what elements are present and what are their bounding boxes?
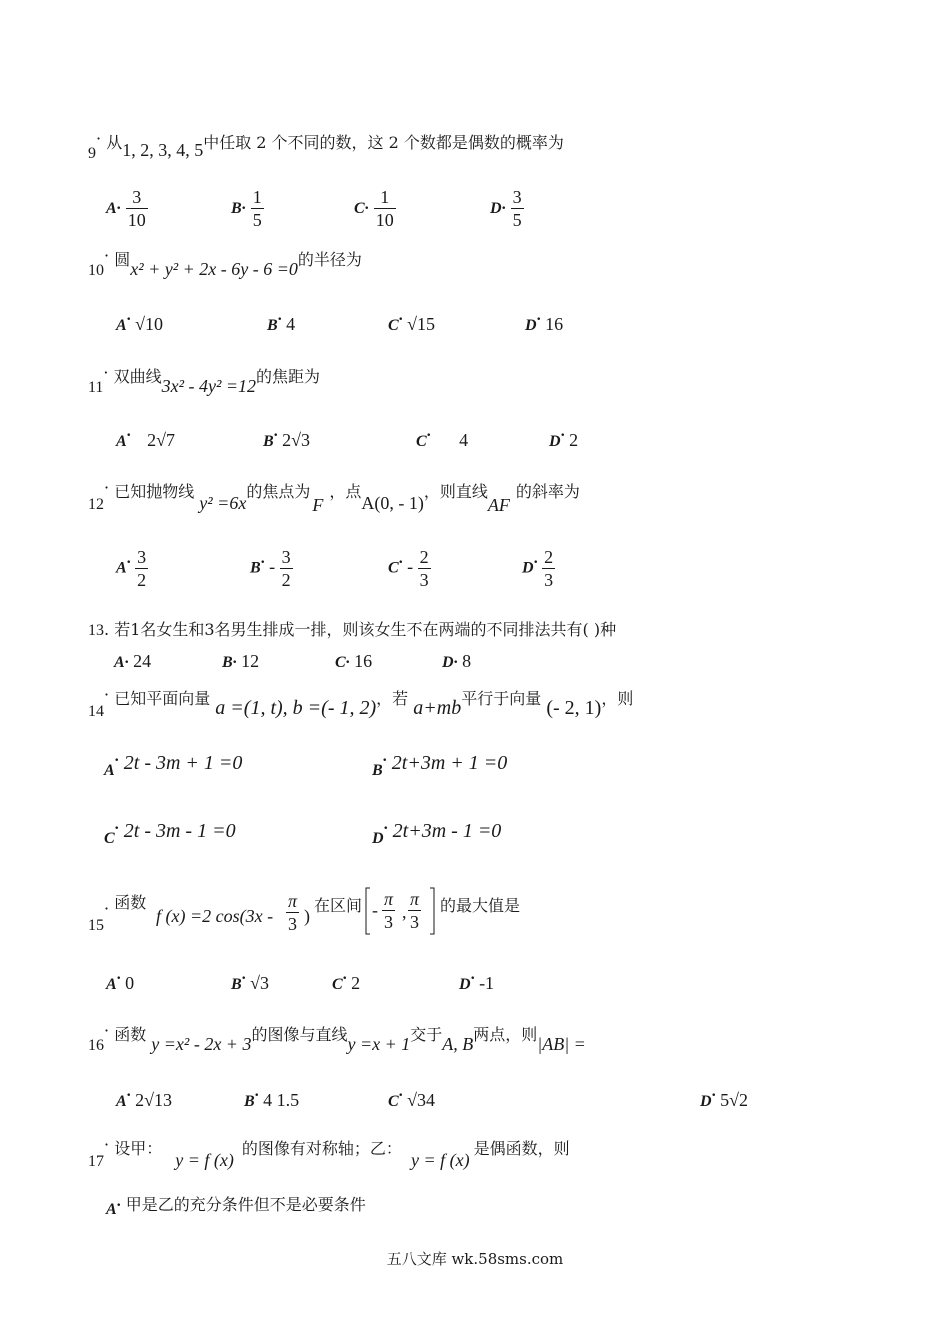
- fraction: $\frac{\pi}{3}$: [410, 889, 420, 932]
- option-b[interactable]: B· 2t+3m + 1 =0: [372, 752, 508, 779]
- question-12: 12· 已知抛物线 y² =6x的焦点为F，点A(0, - 1)，则直线AF的斜率为: [88, 478, 580, 515]
- option-d[interactable]: D· $\frac{2}{3}$: [522, 547, 554, 590]
- math-expression: y =x² - 2x + 3: [151, 1034, 252, 1054]
- question-number: 14: [88, 703, 104, 720]
- math-expression: (- 2, 1): [546, 697, 602, 719]
- option-value: 2: [351, 973, 361, 993]
- option-value: 24: [133, 651, 152, 671]
- interval-bracket: - $\frac{\pi}{3}$ , $\frac{\pi}{3}$: [364, 886, 436, 936]
- question-text: ，点: [329, 482, 362, 501]
- math-expression: F: [312, 495, 324, 515]
- option-value: 0: [125, 973, 135, 993]
- fraction: $\frac{3}{10}$: [127, 187, 146, 230]
- question-16: 16· 函数 y =x² - 2x + 3的图像与直线y =x + 1交于A, B两点，则|AB| =: [88, 1021, 586, 1054]
- question-number: 13: [88, 622, 104, 639]
- question-number: 12: [88, 496, 104, 513]
- option-c[interactable]: C· $\frac{1}{10}$: [354, 187, 394, 230]
- fraction: $\frac{3}{2}$: [137, 547, 147, 590]
- option-value: √34: [407, 1090, 436, 1110]
- option-value: 2√7: [147, 430, 176, 450]
- math-expression: y = f (x): [411, 1150, 470, 1170]
- fraction: $\frac{1}{5}$: [252, 187, 262, 230]
- question-number: 9: [88, 145, 96, 162]
- option-c[interactable]: C· √34: [388, 1087, 436, 1110]
- math-expression: x² + y² + 2x - 6y - 6 =0: [130, 259, 298, 279]
- math-expression: y =x + 1: [347, 1034, 411, 1054]
- question-number: 10: [88, 262, 104, 279]
- question-text: 在区间: [314, 896, 363, 915]
- option-d[interactable]: D· 16: [525, 311, 564, 334]
- question-number: 11: [88, 379, 104, 396]
- option-value: 2t+3m + 1 =0: [391, 752, 508, 774]
- option-d[interactable]: D· $\frac{3}{5}$: [490, 187, 522, 230]
- math-expression: a+mb: [413, 697, 462, 719]
- option-a[interactable]: A· $\frac{3}{10}$: [106, 187, 146, 230]
- math-expression: f (x) =2 cos(3x -: [156, 906, 274, 926]
- option-value: 5√2: [720, 1090, 748, 1110]
- math-expression: a =(1, t), b =(- 1, 2): [215, 697, 377, 719]
- question-11: 11· 双曲线3x² - 4y² =12的焦距为: [88, 363, 321, 396]
- option-value: 16: [354, 651, 373, 671]
- question-text: ，则: [601, 689, 634, 708]
- option-b[interactable]: B· 4: [267, 311, 296, 334]
- option-value: √10: [135, 314, 164, 334]
- option-value: -1: [479, 973, 495, 993]
- question-number: 17: [88, 1153, 104, 1170]
- option-value: 2√13: [135, 1090, 173, 1110]
- question-17: 17· 设甲： y = f (x)的图像有对称轴；乙： y = f (x)是偶函数，则: [88, 1135, 570, 1170]
- math-expression: A, B: [442, 1034, 474, 1054]
- question-text: 的图像有对称轴；乙：: [241, 1139, 402, 1158]
- question-text: 圆: [114, 250, 131, 269]
- fraction: $\frac{2}{3}$: [544, 547, 554, 590]
- math-expression: ): [304, 906, 310, 926]
- option-value: 甲是乙的充分条件但不是必要条件: [125, 1195, 366, 1214]
- question-text: 若1名女生和3名男生排成一排，则该女生不在两端的不同排法共有( )种: [114, 620, 617, 639]
- option-d[interactable]: D· 2: [549, 427, 579, 450]
- fraction: $\frac{1}{10}$: [375, 187, 394, 230]
- question-text: 的最大值是: [440, 896, 521, 915]
- fraction: $\frac{\pi}{3}$: [384, 889, 394, 932]
- fraction: $\frac{3}{5}$: [512, 187, 522, 230]
- question-text: 函数: [114, 1025, 147, 1044]
- option-c[interactable]: C· - $\frac{2}{3}$: [388, 547, 429, 590]
- option-d[interactable]: D· -1: [459, 970, 495, 993]
- question-text: 已知抛物线: [114, 482, 195, 501]
- option-value: 4: [286, 314, 296, 334]
- option-value: 2t - 3m + 1 =0: [123, 752, 243, 774]
- question-13: 13. 若1名女生和3名男生排成一排，则该女生不在两端的不同排法共有( )种: [88, 620, 617, 639]
- math-expression: y = f (x): [175, 1150, 234, 1170]
- option-value: √3: [250, 973, 270, 993]
- option-value: 12: [241, 651, 260, 671]
- question-14: 14· 已知平面向量 a =(1, t), b =(- 1, 2)，若 a+mb平行于向量 (- 2, 1)，则: [88, 685, 634, 720]
- option-value: 2: [569, 430, 579, 450]
- option-a[interactable]: A· $\frac{3}{2}$: [116, 547, 147, 590]
- option-b[interactable]: B· - $\frac{3}{2}$: [250, 547, 291, 590]
- question-text: 的斜率为: [515, 482, 580, 501]
- option-value: 2t - 3m - 1 =0: [123, 820, 236, 842]
- math-expression: 3x² - 4y² =12: [161, 376, 257, 396]
- question-text: 的图像与直线: [251, 1025, 348, 1044]
- question-number: 15: [88, 917, 104, 934]
- question-text: 平行于向量: [461, 689, 542, 708]
- option-value: 2√3: [282, 430, 311, 450]
- option-a[interactable]: A· 2√7: [116, 427, 176, 450]
- option-d[interactable]: D· 5√2: [700, 1087, 748, 1110]
- option-value: 8: [462, 651, 472, 671]
- question-9: 9· 从1, 2, 3, 4, 5中任取 2 个不同的数，这 2 个数都是偶数的概率为: [88, 129, 564, 162]
- question-text: 已知平面向量: [114, 689, 211, 708]
- option-b[interactable]: B· √3: [231, 970, 270, 993]
- option-d[interactable]: D· 8: [442, 651, 472, 671]
- option-c[interactable]: C· √15: [388, 311, 436, 334]
- option-value: 4 1.5: [263, 1090, 300, 1110]
- question-text: 从: [106, 133, 123, 152]
- footer-watermark: 五八文库 wk.58sms.com: [386, 1250, 564, 1268]
- option-value: 2t+3m - 1 =0: [392, 820, 502, 842]
- option-c[interactable]: C· 2t - 3m - 1 =0: [104, 820, 236, 847]
- question-text: 设甲：: [114, 1139, 163, 1158]
- option-a[interactable]: A· 24: [114, 651, 152, 671]
- option-value: √15: [407, 314, 436, 334]
- option-a[interactable]: A· 2√13: [116, 1087, 173, 1110]
- option-a[interactable]: A· 2t - 3m + 1 =0: [104, 752, 243, 779]
- option-a[interactable]: A· 甲是乙的充分条件但不是必要条件: [106, 1195, 366, 1218]
- option-a[interactable]: A· 0: [106, 970, 135, 993]
- question-text: 函数: [114, 893, 147, 912]
- option-b[interactable]: B· 12: [222, 651, 260, 671]
- math-set: 1, 2, 3, 4, 5: [122, 140, 204, 160]
- option-c[interactable]: C· 4: [416, 427, 469, 450]
- option-b[interactable]: B· 2√3: [263, 427, 311, 450]
- question-text: 交于: [410, 1025, 443, 1044]
- math-expression: AF: [487, 495, 510, 515]
- option-b[interactable]: B· 4 1.5: [244, 1087, 300, 1110]
- option-value: 4: [459, 430, 469, 450]
- option-value: 16: [545, 314, 564, 334]
- option-b[interactable]: B· $\frac{1}{5}$: [231, 187, 262, 230]
- question-text: 两点，则: [473, 1025, 538, 1044]
- question-text: 双曲线: [113, 367, 162, 386]
- fraction: $\frac{\pi}{3}$: [288, 891, 298, 934]
- question-text: 的焦点为: [246, 482, 311, 501]
- math-expression: y² =6x: [199, 493, 247, 513]
- option-c[interactable]: C· 16: [335, 651, 373, 671]
- question-text: 的焦距为: [256, 367, 321, 386]
- question-15: 15· 函数: [88, 893, 147, 934]
- question-text: 是偶函数，则: [473, 1139, 570, 1158]
- question-10: 10· 圆x² + y² + 2x - 6y - 6 =0的半径为: [88, 246, 362, 279]
- question-text: 中任取 2 个不同的数，这 2 个数都是偶数的概率为: [203, 133, 564, 152]
- question-text: 的半径为: [297, 250, 362, 269]
- fraction: $\frac{2}{3}$: [419, 547, 429, 590]
- math-expression: |AB| =: [537, 1034, 586, 1054]
- fraction: $\frac{3}{2}$: [281, 547, 291, 590]
- math-expression: A(0, - 1): [361, 493, 424, 513]
- option-a[interactable]: A· √10: [116, 311, 164, 334]
- question-text: ，若: [376, 689, 409, 708]
- question-text: ，则直线: [423, 482, 488, 501]
- question-number: 16: [88, 1037, 104, 1054]
- option-d[interactable]: D· 2t+3m - 1 =0: [372, 820, 502, 847]
- option-c[interactable]: C· 2: [332, 970, 361, 993]
